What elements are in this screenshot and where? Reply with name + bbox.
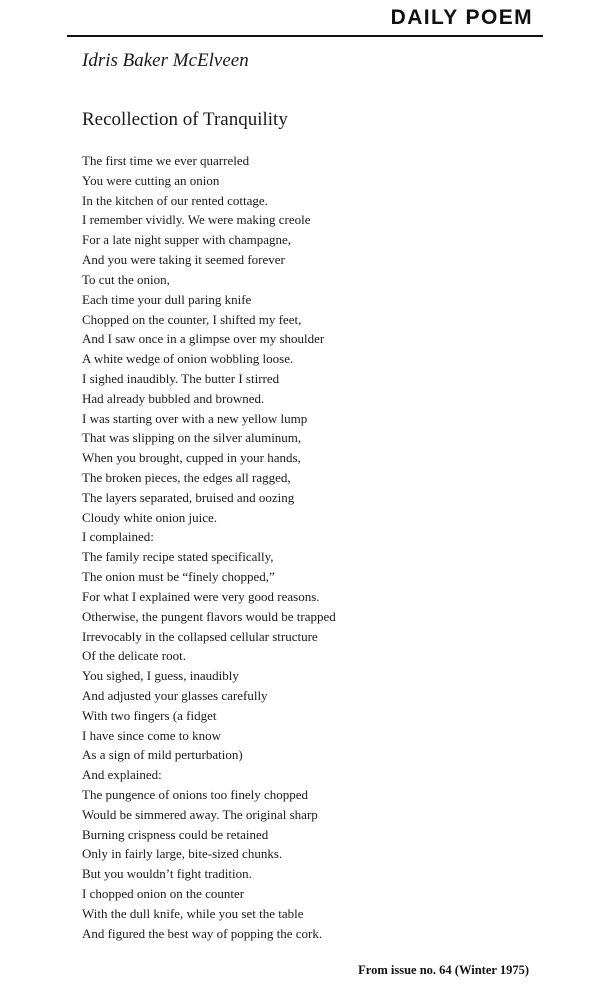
- poem-line: I chopped onion on the counter: [82, 886, 245, 902]
- poem-line: The onion must be “finely chopped,”: [82, 569, 275, 585]
- poem-line: Otherwise, the pungent flavors would be trapped: [82, 608, 336, 624]
- poem-line: To cut the onion,: [82, 271, 170, 287]
- poem-line: And I saw once in a glimpse over my shoulder: [82, 331, 325, 347]
- poem-line: Of the delicate root.: [82, 648, 186, 664]
- poem-line: You sighed, I guess, inaudibly: [82, 668, 239, 684]
- poem-line: You were cutting an onion: [82, 172, 220, 188]
- poem-line: The family recipe stated specifically,: [82, 549, 274, 565]
- poem-line: Had already bubbled and browned.: [82, 390, 265, 406]
- poem-author: Idris Baker McElveen: [82, 50, 249, 71]
- poem-line: The broken pieces, the edges all ragged,: [82, 470, 291, 485]
- poem-line: The first time we ever quarreled: [82, 153, 250, 168]
- issue-citation: From issue no. 64 (Winter 1975): [358, 963, 529, 977]
- poem-line: The layers separated, bruised and oozing: [82, 489, 295, 505]
- poem-line: When you brought, cupped in your hands,: [82, 450, 301, 466]
- poem-line: And you were taking it seemed forever: [82, 252, 285, 268]
- poem-line: A white wedge of onion wobbling loose.: [82, 351, 294, 367]
- poem-line: With the dull knife, while you set the table: [82, 905, 304, 921]
- poem-line: And adjusted your glasses carefully: [82, 687, 268, 703]
- poem-line: Each time your dull paring knife: [82, 291, 252, 307]
- poem-line: As a sign of mild perturbation): [82, 747, 243, 763]
- poem-body: [82, 151, 336, 944]
- poem-line: For what I explained were very good reasons.: [82, 588, 320, 604]
- poem-line: Chopped on the counter, I shifted my feet,: [82, 311, 302, 327]
- poem-line: The pungence of onions too finely chopped: [82, 787, 308, 802]
- poem-line: Only in fairly large, bite-sized chunks.: [82, 846, 283, 862]
- poem-title: Recollection of Tranquility: [82, 109, 288, 130]
- poem-line: I sighed inaudibly. The butter I stirred: [82, 370, 280, 386]
- poem-line: That was slipping on the silver aluminum,: [82, 430, 302, 446]
- poem-line: Would be simmered away. The original sharp: [82, 806, 318, 822]
- poem-line: And explained:: [82, 767, 162, 783]
- poem-line: I complained:: [82, 529, 154, 545]
- poem-line: Irrevocably in the collapsed cellular structure: [82, 628, 318, 644]
- poem-line: I have since come to know: [82, 727, 221, 743]
- poem-line: In the kitchen of our rented cottage.: [82, 192, 268, 208]
- header-divider: [67, 35, 543, 37]
- poem-line: I remember vividly. We were making creole: [82, 212, 311, 228]
- poem-line: With two fingers (a fidget: [82, 707, 217, 723]
- poem-line: Burning crispness could be retained: [82, 826, 269, 842]
- poem-line: I was starting over with a new yellow lump: [82, 410, 308, 426]
- masthead-title: DAILY POEM: [390, 6, 533, 29]
- poem-line: And figured the best way of popping the cork.: [82, 925, 323, 941]
- poem-line: Cloudy white onion juice.: [82, 509, 218, 525]
- poem-line: For a late night supper with champagne,: [82, 232, 292, 248]
- poem-line: But you wouldn’t fight tradition.: [82, 866, 252, 882]
